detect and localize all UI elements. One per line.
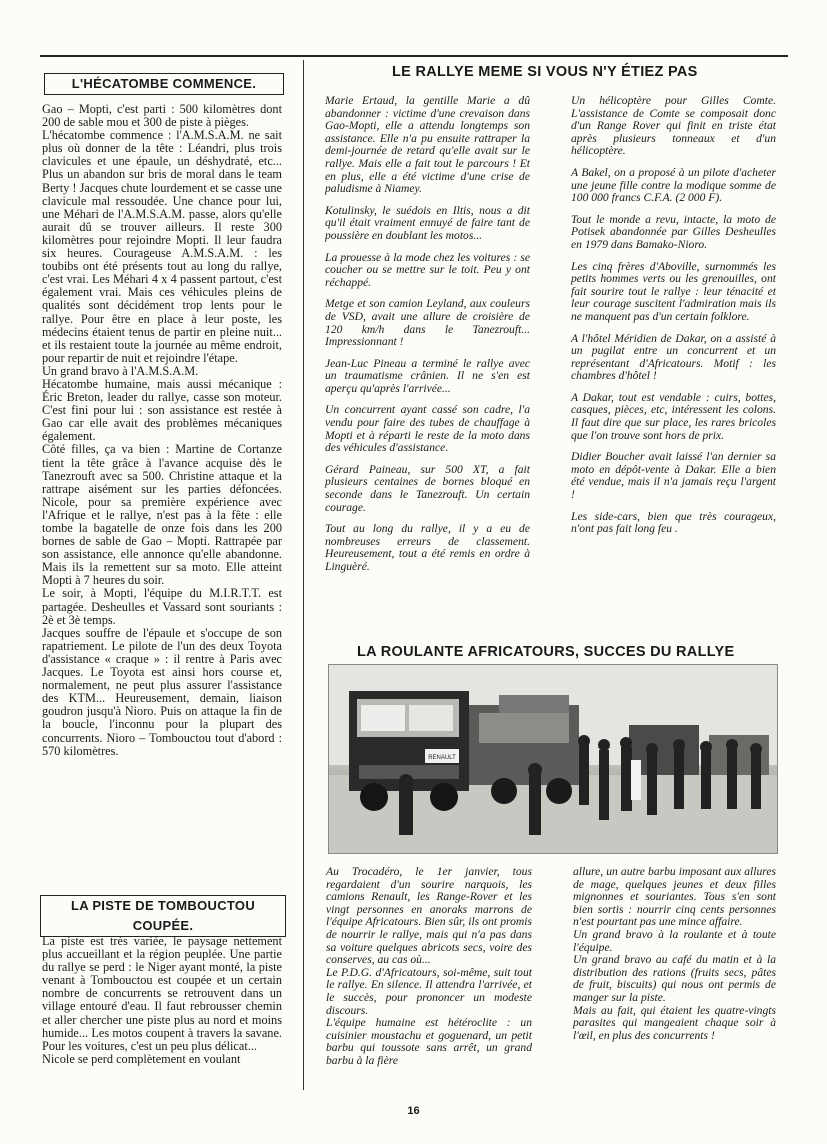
roulante-column-1: [326, 866, 532, 1068]
news-item: Metge et son camion Leyland, aux couleurs de VSD, avait une allure de croisière de 120 km/h dans le Tanezrouft... Impressionnant !: [325, 297, 530, 349]
news-item: Mais au fait, qui étaient les quatre-vingts parasites qui mangeaient chaque soir à l'œil, en plus des concurrents !: [573, 1003, 776, 1042]
paragraph: Un grand bravo à l'A.M.S.A.M.: [42, 363, 199, 378]
news-item: Didier Boucher avait laissé l'an dernier sa moto en dépôt-vente à Dakar. Elle a bien été vendue, mais il n'a jamais reçu l'argent !: [571, 450, 776, 502]
news-item: Le P.D.G. d'Africatours, soi-même, suit tout le rallye. En silence. Il attendra l'arrivée, et le succès, pour prononcer un modeste discours.: [326, 965, 532, 1017]
section-heading-hecatombe: L'HÉCATOMBE COMMENCE.: [44, 73, 284, 95]
news-item: La prouesse à la mode chez les voitures : se coucher ou se mettre sur le toit. Peu y ont réchappé.: [325, 250, 530, 289]
news-item: Kotulinsky, le suédois en Iltis, nous a dit qu'il était vraiment ennuyé de faire tant de poussière en doublant les motos...: [325, 203, 530, 242]
news-item: Au Trocadéro, le 1er janvier, tous regardaient d'un sourire narquois, les camions Renault, les Range-Rover et les vingt personnes en anoraks marrons de l'équipe Africatours. Bien sûr, ils ont promis de nourrir le rallye, mais qui n'a pas dans sa voiture quelques abricots secs, voire des conserves, au cas où...: [326, 865, 532, 967]
news-item: allure, un autre barbu imposant aux allures de mage, quelques jeunes et deux filles mignonnes et souriantes. Tous s'en sont bien sortis : nourrir cinq cents personnes n'est pourtant pas une mince affaire.: [573, 865, 776, 929]
paragraph: Gao – Mopti, c'est parti : 500 kilomètres dont 200 de sable mou et 300 de piste à pièges.: [42, 102, 282, 130]
news-item: Un grand bravo au café du matin et à la distribution des rations (fruits secs, pâtes de fruit, biscuits) qui nous ont permis de manger sur la piste.: [573, 953, 776, 1004]
news-item: Jean-Luc Pineau a terminé le rallye avec un traumatisme crânien. Il ne s'en est aperçu qu'après l'arrivée...: [325, 356, 530, 395]
paragraph: L'hécatombe commence : l'A.M.S.A.M. ne sait plus où donner de la tête : Léandri, plus trois clavicules et une épaule, un déshydraté, etc... Plus un abandon sur bris de moral dans le team Berty ! Jacques chute lourdement et se casse une clavicule mal ressoudée. Une chance pour lui, une Méhari de l'A.M.S.A.M. passe, alors qu'elle aurait dû se trouver ailleurs. Il reste 300 kilomètres pour rejoindre Mopti. Il leur faudra six heures. Courageuse A.M.S.A.M. : les toubibs ont été présents tout au long du rallye, c'est vrai. Les Méhari 4 x 4 passent partout, c'est également vrai. Mais ces véhicules pleins de qualités sont décidément trop lents pour le rallye. Pour être en place à leur poste, les médecins étaient tenus de partir en pleine nuit... et ils restaient toute la journée au même endroit, pour repartir de nuit et rejoindre l'étape.: [42, 128, 282, 365]
paragraph: Nicole se perd complètement en voulant: [42, 1051, 241, 1066]
news-item: Gérard Paineau, sur 500 XT, a fait plusieurs centaines de bornes bloqué en seconde dans le Tanezrouft. Un certain courage.: [325, 462, 530, 514]
rallye-column-2: [571, 95, 776, 545]
paragraph: Hécatombe humaine, mais aussi mécanique : Éric Breton, leader du rallye, casse son moteur. C'est fini pour lui : son assistance est restée à Gao car elle avait des problèmes mécaniques également.: [42, 376, 282, 444]
page-number: 16: [407, 1105, 420, 1117]
section-body-piste: [42, 935, 282, 1066]
column-divider: [303, 60, 304, 1090]
section-heading-piste: LA PISTE DE TOMBOUCTOU COUPÉE.: [40, 895, 286, 937]
news-item: Les side-cars, bien que très courageux, n'ont pas fait long feu .: [571, 509, 776, 536]
news-item: Tout le monde a revu, intacte, la moto de Potisek abandonnée par Gilles Desheulles en 1979 dans Bamako-Nioro.: [571, 212, 776, 251]
paragraph: Le soir, à Mopti, l'équipe du M.I.R.T.T. est partagée. Desheulles et Vassard sont souriants : 2è et 3è temps.: [42, 586, 282, 627]
news-item: A l'hôtel Méridien de Dakar, on a assisté à un pugilat entre un concurrent et un représentant d'Africatours. Motif : les chambres d'hôtel !: [571, 331, 776, 383]
news-item: Marie Ertaud, la gentille Marie a dû abandonner : victime d'une crevaison dans Gao-Mopti, elle a attendu longtemps son assistance. Elle n'a pu ensuite rattraper la demi-journée de retard qu'elle avait sur le rallye. Mais elle a fait tout le parcours ! Et en plus, elle a été victime d'une crise de paludisme à Niamey.: [325, 94, 530, 196]
news-item: A Bakel, on a proposé à un pilote d'acheter une jeune fille contre la modique somme de 100 000 francs C.F.A. (2 000 F).: [571, 165, 776, 205]
photo-illustration: [329, 665, 777, 853]
news-item: Les cinq frères d'Aboville, surnommés les petits hommes verts ou les grenouilles, ont fait sourire tout le rallye : leur ténacité et leur courage suscitent l'admiration mais ils ne manquent pas d'un certain folklore.: [571, 259, 776, 323]
rally-trucks-photo: [328, 664, 778, 854]
news-item: Un grand bravo à la roulante et à toute l'équipe.: [573, 927, 776, 954]
rallye-column-1: [325, 95, 530, 583]
truck-sign-label: RENAULT: [428, 755, 456, 761]
news-item: A Dakar, tout est vendable : cuirs, bottes, casques, pièces, etc, intéressent les colons. Il faut dire que sur place, les rares bricoles que l'on trouve sont hors de prix.: [571, 390, 776, 442]
headline-roulante: LA ROULANTE AFRICATOURS, SUCCES DU RALLYE: [357, 644, 735, 660]
paragraph: Jacques souffre de l'épaule et s'occupe de son rapatriement. Le pilote de l'un des deux Toyota d'assistance « craque » : il rentre à Paris avec Jacques. Le Toyota est ainsi hors course et, normalement, ne peut plus assurer l'assistance des KTM... Heureusement, demain, liaison goudron jusqu'à Nioro. Puis on attaque la fin de la boucle, l'inconnu pour la plupart des concurrents. Nioro – Tombouctou tout d'abord : 570 kilomètres.: [42, 625, 282, 758]
headline-rallye: LE RALLYE MEME SI VOUS N'Y ÉTIEZ PAS: [392, 64, 698, 80]
top-rule: [40, 55, 788, 57]
roulante-column-2: [573, 866, 776, 1042]
section-body-hecatombe: [42, 103, 282, 758]
news-item: Un concurrent ayant cassé son cadre, l'a vendu pour faire des tubes de chauffage à Mopti et à réparti le reste de la moto dans des véhicules d'assistance.: [325, 403, 530, 455]
news-item: Tout au long du rallye, il y a eu de nombreuses erreurs de classement. Heureusement, tout a été remis en ordre à Linguèré.: [325, 522, 530, 573]
news-item: Un hélicoptère pour Gilles Comte. L'assistance de Comte se composait donc d'un Range Rover qui finit en triste état après plusieurs tonneaux et d'un hélicoptère.: [571, 94, 776, 158]
paragraph: Côté filles, ça va bien : Martine de Cortanze tient la tête grâce à l'avance acquise dès le Tanezrouft avec sa 500. Christine attaque et la rattrape aisément sur les parties défoncées. Nicole, pour sa première expérience avec l'Afrique et le rallye, n'est pas à la fête : elle tombe la bagatelle de onze fois dans les 200 bornes de sable de Gao – Mopti. Rattrapée par son assistance, elle annonce qu'elle abandonne. Mais ils la remettent sur sa moto. Elle atteint Mopti à 7 heures du soir.: [42, 442, 282, 588]
paragraph: La piste est très variée, le paysage nettement plus accueillant et la région peuplée. Une partie du rallye se perd : le Niger ayant monté, la piste venant à Tombouctou est coupée et un certain nombre de concurrents se retrouvent dans un village entouré d'eau. Il faut rebrousser chemin et aller chercher une piste plus au nord et moins humide... Les motos coupent à travers la savane. Pour les voitures, c'est un peu plus délicat...: [42, 934, 282, 1053]
news-item: L'équipe humaine est hétéroclite : un cuisinier moustachu et goguenard, un petit barbu qui toussote sans arrêt, un grand barbu à la fière: [326, 1016, 532, 1067]
